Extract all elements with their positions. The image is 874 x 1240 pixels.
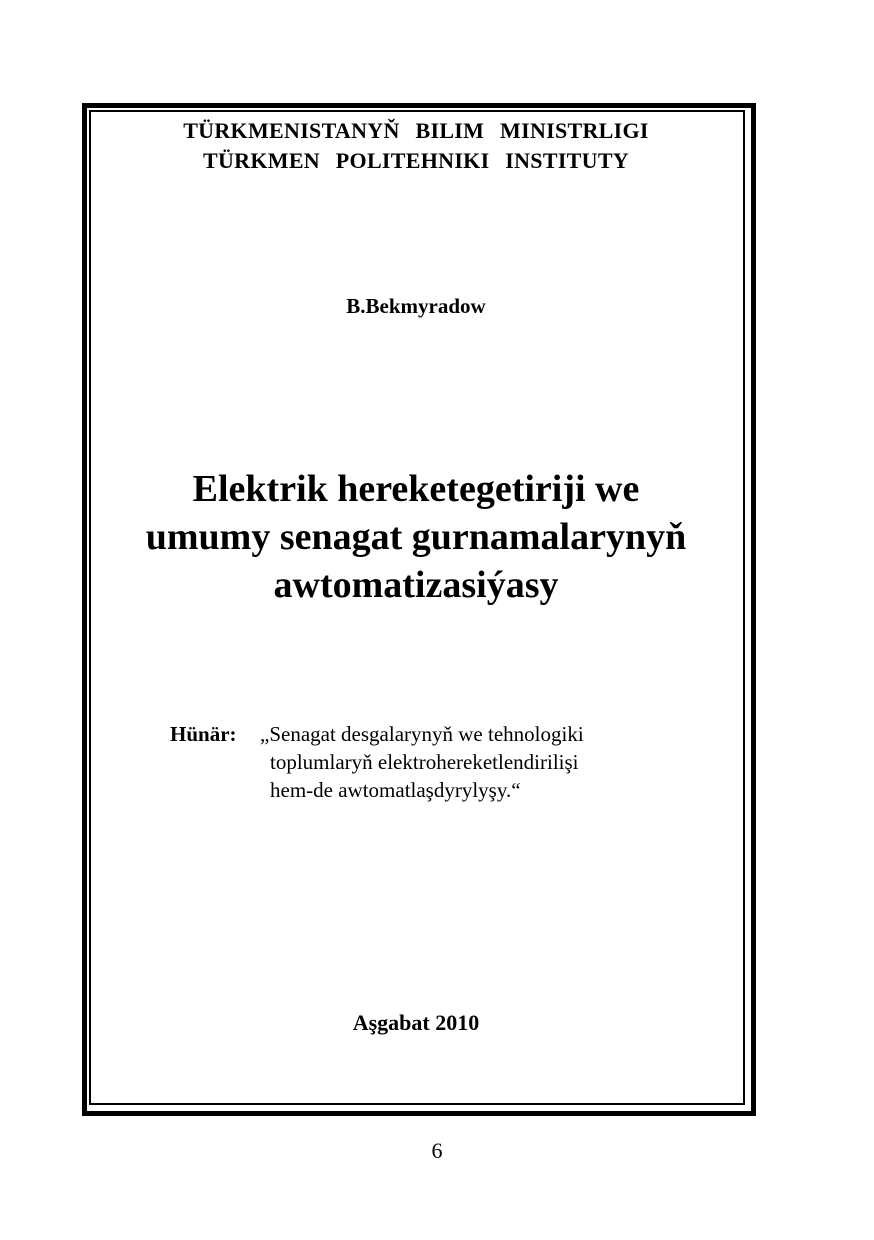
ministry-name: TÜRKMENISTANYŇ BILIM MINISTRLIGI [183, 118, 649, 143]
page-number: 6 [431, 1138, 443, 1163]
title-line-1: Elektrik hereketegetiriji we [192, 468, 640, 510]
title-line-3: awtomatizasiýasy [273, 564, 559, 606]
inner-border [89, 110, 745, 1105]
author-name: B.Bekmyradow [346, 294, 486, 318]
institute-name: TÜRKMEN POLITEHNIKI INSTITUTY [203, 148, 629, 173]
specialty-label: Hünär: [170, 722, 237, 746]
specialty-line-3: hem-de awtomatlaşdyrylyşy.“ [270, 778, 521, 802]
specialty-line-1: „Senagat desgalarynyň we tehnologiki [260, 722, 584, 746]
specialty-line-2: toplumlaryň elektrohereketlendirilişi [270, 750, 579, 774]
city-year: Aşgabat 2010 [352, 1010, 480, 1035]
title-line-2: umumy senagat gurnamalarynyň [145, 516, 687, 558]
